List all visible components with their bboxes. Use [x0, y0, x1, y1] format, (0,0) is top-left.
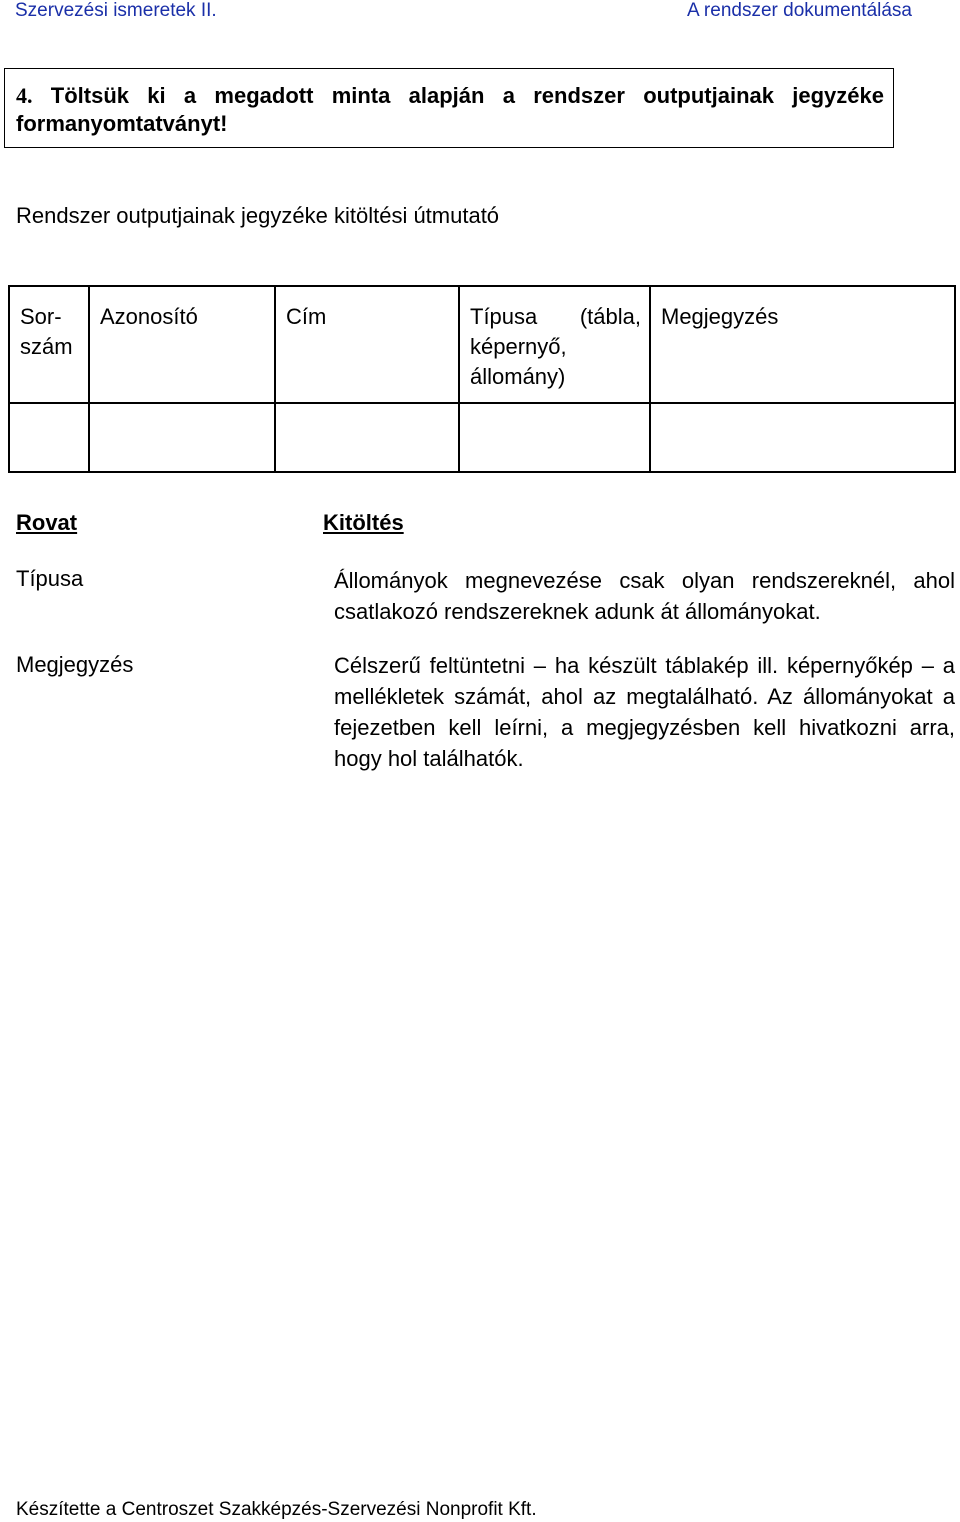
guide-text-megjegyzes: Célszerű feltüntetni – ha készült táblakép ill. képernyőkép – a mellékletek számát, ahol az megtalálható. Az állományokat a fejezetben kell leírni, a megjegyzésben kell hivatkozni arra, hogy hol találhatók. [334, 653, 955, 771]
guide-column-rovat: Rovat [16, 510, 78, 535]
table-cell-empty [89, 403, 275, 472]
table-header-row [9, 286, 955, 403]
column-header-tipusa-line3: állomány) [470, 364, 566, 389]
task-instruction: Töltsük ki a megadott minta alapján a rendszer outputjainak jegyzéke formanyomtatványt! [16, 83, 884, 136]
column-header-sorszam-line2: szám [20, 334, 73, 359]
task-box [4, 68, 894, 148]
column-header-cim [275, 286, 459, 403]
guide-label-megjegyzes: Megjegyzés [16, 652, 134, 677]
guide-column-kitoltes: Kitöltés [323, 510, 404, 535]
header-chapter-title: A rendszer dokumentálása [687, 0, 912, 21]
column-header-megjegyzes [650, 286, 955, 403]
header-course-title: Szervezési ismeretek II. [15, 0, 217, 21]
table-row [9, 403, 955, 472]
column-header-sorszam [9, 286, 89, 403]
guide-text-tipusa: Állományok megnevezése csak olyan rendszereknél, ahol csatlakozó rendszereknek adunk át állományokat. [334, 568, 955, 624]
page-header [15, 0, 912, 23]
column-header-azonosito [89, 286, 275, 403]
page-footer: Készítette a Centroszet Szakképzés-Szervezési Nonprofit Kft. [16, 1499, 537, 1520]
outputs-register-table [8, 285, 956, 473]
table-cell-empty [275, 403, 459, 472]
form-title: Rendszer outputjainak jegyzéke kitöltési útmutató [16, 203, 500, 228]
column-header-azonosito-label: Azonosító [100, 304, 198, 329]
guide-label-tipusa: Típusa [16, 566, 84, 591]
column-header-tipusa [459, 286, 650, 403]
column-header-cim-label: Cím [286, 304, 327, 329]
table-cell-empty [459, 403, 650, 472]
table-cell-empty [9, 403, 89, 472]
task-text [16, 82, 884, 138]
column-header-sorszam-line1: Sor- [20, 304, 62, 329]
task-number: 4. [16, 83, 33, 108]
column-header-tipusa-line2: képernyő, [470, 334, 567, 359]
column-header-tipusa-line1: Típusa (tábla, [470, 304, 641, 329]
table-cell-empty [650, 403, 955, 472]
column-header-megjegyzes-label: Megjegyzés [661, 304, 779, 329]
